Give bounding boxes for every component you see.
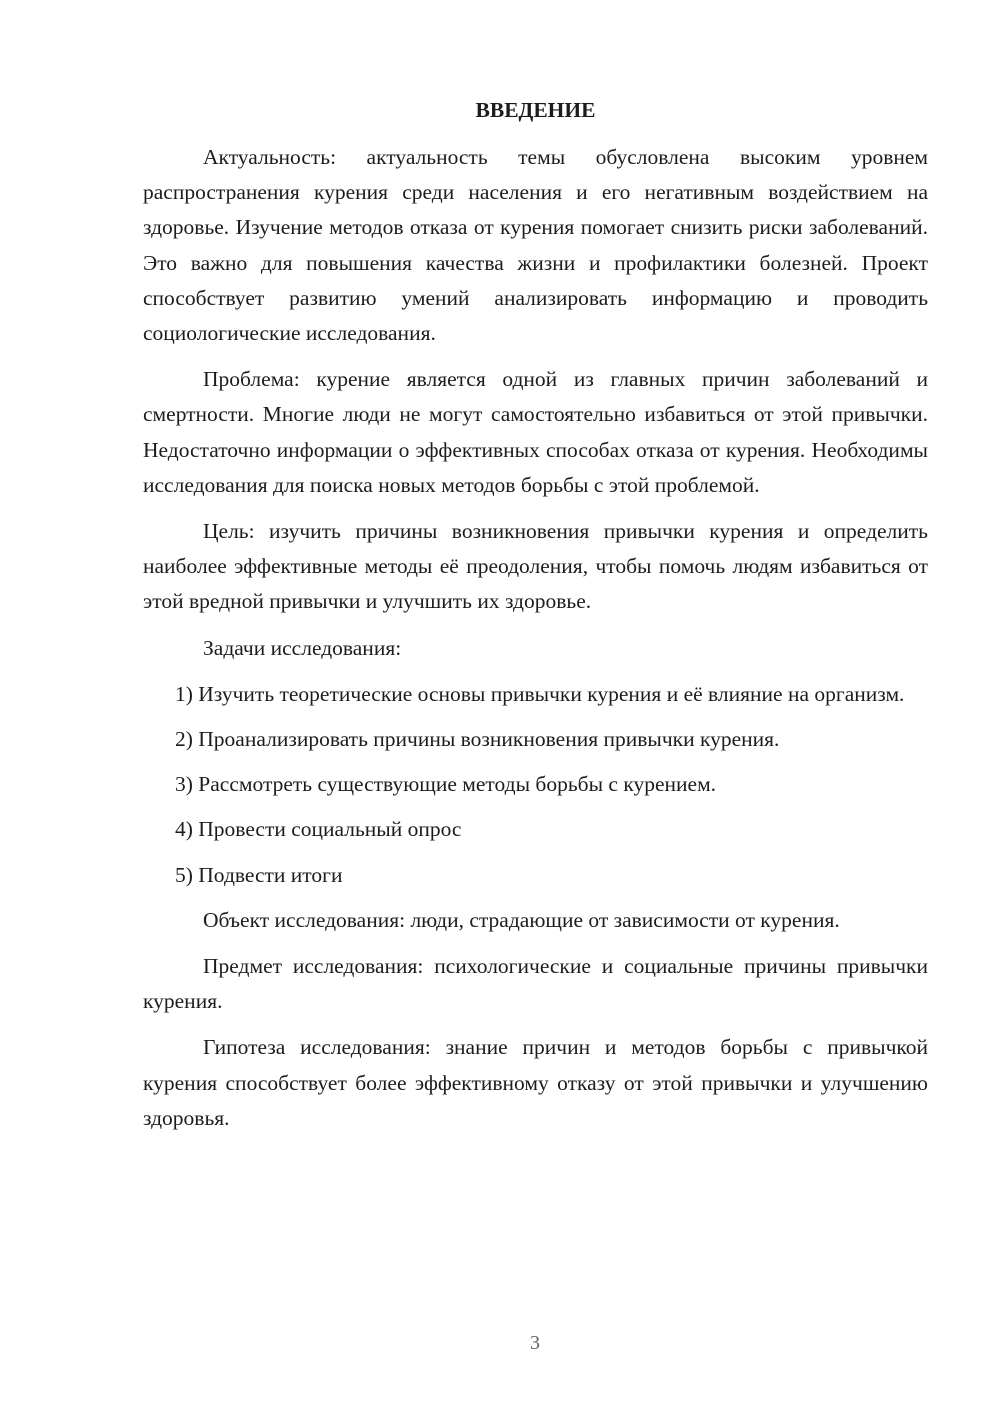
- document-body: [143, 90, 928, 1147]
- paragraph-relevance: Актуальность: актуальность темы обусловлена высоким уровнем распространения курения среди населения и его негативным воздействием на здоровье. Изучение методов отказа от курения помогает снизить риски заболеваний. Это важно для повышения качества жизни и профилактики болезней. Проект способствует развитию умений анализировать информацию и проводить социологические исследования.: [143, 145, 928, 346]
- list-item: 5) Подвести итоги: [175, 862, 343, 887]
- list-item: 3) Рассмотреть существующие методы борьбы с курением.: [175, 772, 717, 797]
- tasks-list: [143, 677, 928, 893]
- section-title: ВВЕДЕНИЕ: [475, 98, 596, 122]
- list-item: 2) Проанализировать причины возникновения привычки курения.: [175, 727, 780, 752]
- page-number: 3: [530, 1332, 540, 1354]
- paragraph-hypothesis: Гипотеза исследования: знание причин и методов борьбы с привычкой курения способствует более эффективному отказу от этой привычки и улучшению здоровья.: [143, 1035, 928, 1130]
- paragraph-problem: Проблема: курение является одной из главных причин заболеваний и смертности. Многие люди не могут самостоятельно избавиться от этой привычки. Недостаточно информации о эффективных способах отказа от курения. Необходимы исследования для поиска новых методов борьбы с этой проблемой.: [143, 367, 928, 497]
- list-item: 1) Изучить теоретические основы привычки курения и её влияние на организм.: [175, 681, 905, 706]
- paragraph-goal: Цель: изучить причины возникновения привычки курения и определить наиболее эффективные методы её преодоления, чтобы помочь людям избавиться от этой вредной привычки и улучшить их здоровье.: [143, 519, 928, 614]
- list-item: 4) Провести социальный опрос: [175, 817, 462, 842]
- tasks-heading: Задачи исследования:: [203, 635, 402, 660]
- paragraph-object: Объект исследования: люди, страдающие от зависимости от курения.: [203, 907, 840, 932]
- paragraph-subject: Предмет исследования: психологические и социальные причины привычки курения.: [143, 954, 928, 1014]
